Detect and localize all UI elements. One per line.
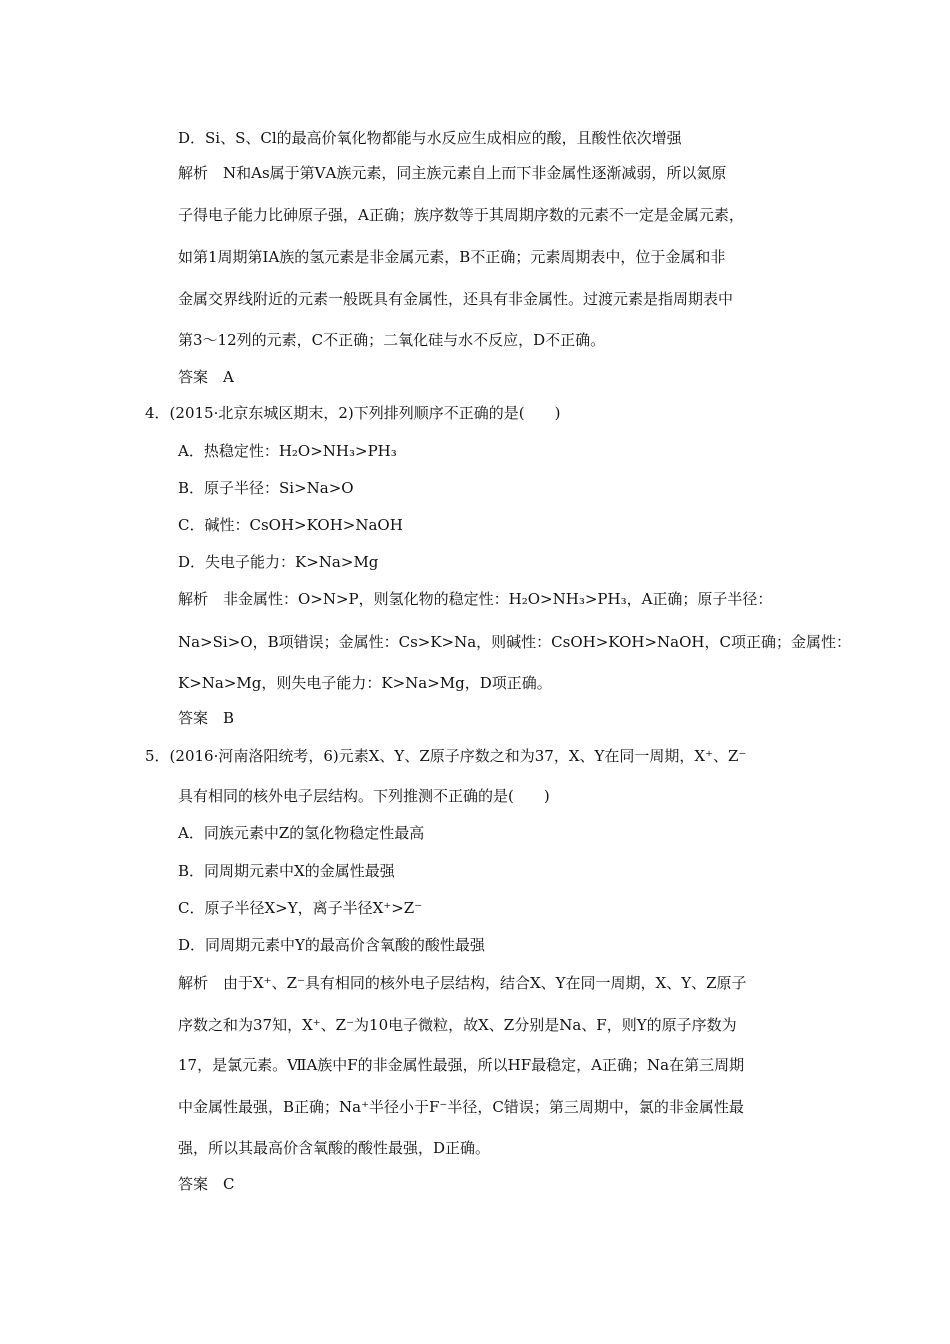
q5-analysis-line: 序数之和为37知，X⁺、Z⁻为10电子微粒，故X、Z分别是Na、F，则Y的原子序数为 (178, 1016, 737, 1034)
q3-option-d: D．Si、S、Cl的最高价氧化物都能与水反应生成相应的酸，且酸性依次增强 (178, 129, 682, 147)
q4-analysis-line: Na>Si>O，B项错误；金属性：Cs>K>Na，则碱性：CsOH>KOH>NaOH，C项正确；金属性： (178, 633, 851, 651)
q5-answer: 答案 C (178, 1175, 235, 1193)
q4-option-a: A．热稳定性：H₂O>NH₃>PH₃ (178, 442, 397, 460)
q4-analysis-line: 解析 非金属性：O>N>P，则氢化物的稳定性：H₂O>NH₃>PH₃，A正确；原子半径： (178, 590, 773, 608)
q4-answer: 答案 B (178, 709, 235, 727)
q5-option-d: D．同周期元素中Y的最高价含氧酸的酸性最强 (178, 936, 485, 954)
q4-option-c: C．碱性：CsOH>KOH>NaOH (178, 516, 403, 534)
q5-analysis-line: 中金属性最强，B正确；Na⁺半径小于F⁻半径，C错误；第三周期中，氯的非金属性最 (178, 1098, 744, 1116)
q3-analysis-line: 如第1周期第ⅠA族的氢元素是非金属元素，B不正确；元素周期表中，位于金属和非 (178, 248, 726, 266)
q5-analysis-line: 解析 由于X⁺、Z⁻具有相同的核外电子层结构，结合X、Y在同一周期，X、Y、Z原子 (178, 974, 747, 992)
q3-answer: 答案 A (178, 368, 234, 386)
q3-analysis-line: 解析 N和As属于第ⅤA族元素，同主族元素自上而下非金属性逐渐减弱，所以氮原 (178, 164, 727, 182)
q5-option-a: A．同族元素中Z的氢化物稳定性最高 (178, 824, 425, 842)
q3-analysis-line: 金属交界线附近的元素一般既具有金属性，还具有非金属性。过渡元素是指周期表中 (178, 290, 734, 308)
q5-stem-line: 5．(2016·河南洛阳统考，6)元素X、Y、Z原子序数之和为37，X、Y在同一周期，X⁺、Z⁻ (145, 747, 747, 765)
q4-option-b: B．原子半径：Si>Na>O (178, 479, 354, 497)
q4-analysis-line: K>Na>Mg，则失电子能力：K>Na>Mg，D项正确。 (178, 674, 552, 692)
q5-option-c: C．原子半径X>Y，离子半径X⁺>Z⁻ (178, 899, 423, 917)
q5-option-b: B．同周期元素中X的金属性最强 (178, 862, 395, 880)
q4-option-d: D．失电子能力：K>Na>Mg (178, 553, 379, 571)
q3-analysis-line: 子得电子能力比砷原子强，A正确；族序数等于其周期序数的元素不一定是金属元素， (178, 206, 744, 224)
q5-stem-line: 具有相同的核外电子层结构。下列推测不正确的是( ) (178, 787, 550, 805)
q3-analysis-line: 第3～12列的元素，C不正确；二氧化硅与水不反应，D不正确。 (178, 331, 606, 349)
q4-stem: 4．(2015·北京东城区期末，2)下列排列顺序不正确的是( ) (145, 404, 561, 422)
q5-analysis-line: 强，所以其最高价含氧酸的酸性最强，D正确。 (178, 1139, 491, 1157)
q5-analysis-line: 17，是氯元素。ⅦA族中F的非金属性最强，所以HF最稳定，A正确；Na在第三周期 (178, 1056, 745, 1074)
